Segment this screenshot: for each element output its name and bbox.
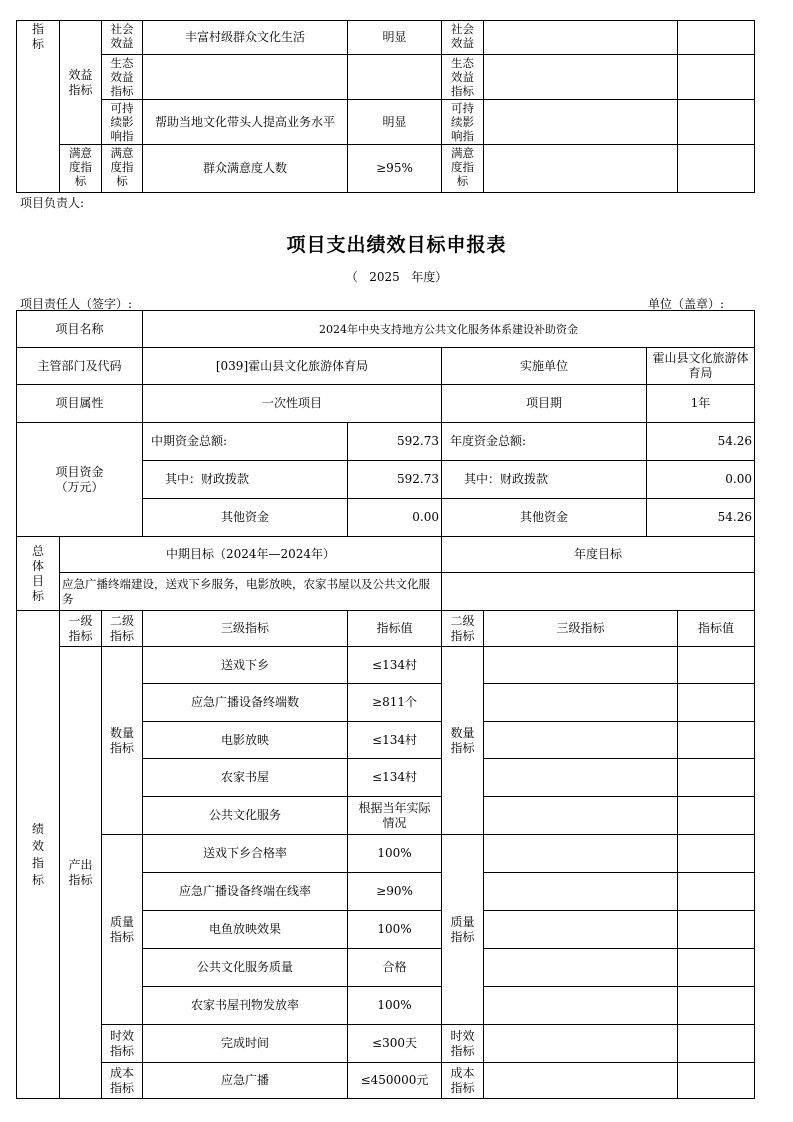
first-level-header: 一级 指标 bbox=[60, 611, 102, 647]
quality-indicator-label-right: 质量 指标 bbox=[442, 835, 484, 1025]
indicator-value-right bbox=[678, 1025, 755, 1063]
mid-term-other-value: 0.00 bbox=[348, 499, 442, 537]
indicator-value-right bbox=[678, 1063, 755, 1099]
project-owner-line: 项目负责人: bbox=[20, 196, 85, 210]
third-level-indicator-right bbox=[484, 100, 678, 145]
third-level-indicator-right bbox=[484, 145, 678, 193]
indicator-value: 100% bbox=[348, 987, 442, 1025]
indicator-value: 100% bbox=[348, 835, 442, 873]
cost-indicator-label-right: 成本 指标 bbox=[442, 1063, 484, 1099]
indicator-value: ≤134村 bbox=[348, 759, 442, 797]
indicator-value: ≤134村 bbox=[348, 647, 442, 684]
annual-goal-header: 年度目标 bbox=[442, 537, 755, 573]
project-period-label: 项目期 bbox=[442, 385, 647, 423]
second-level-header-right: 二级 指标 bbox=[442, 611, 484, 647]
third-level-indicator-right bbox=[484, 647, 678, 684]
quantity-indicator-label-right: 数量 指标 bbox=[442, 647, 484, 835]
indicator-value: 明显 bbox=[348, 100, 442, 145]
indicator-value-right bbox=[678, 21, 755, 55]
mid-term-other-label: 其他资金 bbox=[143, 499, 348, 537]
second-level-header: 二级 指标 bbox=[102, 611, 143, 647]
third-level-indicator-right bbox=[484, 759, 678, 797]
indicator-value: 合格 bbox=[348, 949, 442, 987]
third-level-indicator-right bbox=[484, 797, 678, 835]
department-value: [039]霍山县文化旅游体育局 bbox=[143, 348, 442, 385]
indicator-value-right bbox=[678, 987, 755, 1025]
third-level-indicator-right bbox=[484, 1063, 678, 1099]
indicator-value-right bbox=[678, 647, 755, 684]
second-level-indicator: 满意 度指 标 bbox=[102, 145, 143, 193]
second-level-indicator-right: 生态 效益 指标 bbox=[442, 55, 484, 100]
department-label: 主管部门及代码 bbox=[17, 348, 143, 385]
third-level-indicator-right bbox=[484, 1025, 678, 1063]
third-level-indicator: 送戏下乡 bbox=[143, 647, 348, 684]
third-level-indicator-right bbox=[484, 684, 678, 722]
third-level-indicator-right bbox=[484, 873, 678, 911]
output-indicator-label: 产出 指标 bbox=[60, 647, 102, 1099]
satisfaction-indicator-label: 满意 度指 标 bbox=[60, 145, 102, 193]
indicator-value-header: 指标值 bbox=[348, 611, 442, 647]
third-level-indicator: 应急广播 bbox=[143, 1063, 348, 1099]
project-name-label: 项目名称 bbox=[17, 311, 143, 348]
mid-term-fiscal-value: 592.73 bbox=[348, 461, 442, 499]
second-level-indicator-right: 社会 效益 bbox=[442, 21, 484, 55]
indicator-value: ≤450000元 bbox=[348, 1063, 442, 1099]
indicator-value-right bbox=[678, 949, 755, 987]
second-level-indicator: 生态 效益 指标 bbox=[102, 55, 143, 100]
mid-term-total-label: 中期资金总额: bbox=[143, 423, 348, 461]
third-level-indicator-right bbox=[484, 722, 678, 759]
annual-fiscal-value: 0.00 bbox=[647, 461, 755, 499]
mid-term-total-value: 592.73 bbox=[348, 423, 442, 461]
implementing-unit-value: 霍山县文化旅游体 育局 bbox=[647, 348, 755, 385]
project-period-value: 1年 bbox=[647, 385, 755, 423]
unit-seal-label: 单位（盖章）: bbox=[648, 297, 725, 311]
third-level-indicator-right bbox=[484, 949, 678, 987]
third-level-indicator: 帮助当地文化带头人提高业务水平 bbox=[143, 100, 348, 145]
third-level-indicator: 公共文化服务质量 bbox=[143, 949, 348, 987]
indicator-value: ≥95% bbox=[348, 145, 442, 193]
indicator-value-right bbox=[678, 55, 755, 100]
annual-fiscal-label: 其中：财政拨款 bbox=[442, 461, 647, 499]
third-level-indicator: 完成时间 bbox=[143, 1025, 348, 1063]
quality-indicator-label: 质量 指标 bbox=[102, 835, 143, 1025]
indicator-value-right bbox=[678, 722, 755, 759]
third-level-indicator: 农家书屋 bbox=[143, 759, 348, 797]
performance-indicator-table bbox=[16, 536, 755, 1099]
indicator-value bbox=[348, 55, 442, 100]
indicator-value-right bbox=[678, 873, 755, 911]
second-level-indicator: 社会 效益 bbox=[102, 21, 143, 55]
top-continuation-table bbox=[16, 20, 755, 193]
form-title: 项目支出绩效目标申报表 bbox=[286, 234, 507, 256]
indicator-value: 根据当年实际 情况 bbox=[348, 797, 442, 835]
indicator-value-right bbox=[678, 911, 755, 949]
third-level-indicator bbox=[143, 55, 348, 100]
third-level-indicator-right bbox=[484, 55, 678, 100]
third-level-indicator: 应急广播设备终端在线率 bbox=[143, 873, 348, 911]
third-level-indicator: 电鱼放映效果 bbox=[143, 911, 348, 949]
timeliness-indicator-label-right: 时效 指标 bbox=[442, 1025, 484, 1063]
indicator-value-right bbox=[678, 835, 755, 873]
project-name-value: 2024年中央支持地方公共文化服务体系建设补助资金 bbox=[143, 311, 755, 348]
indicator-value-right bbox=[678, 797, 755, 835]
indicator-value: ≤300天 bbox=[348, 1025, 442, 1063]
annual-goal-text bbox=[442, 573, 755, 611]
third-level-indicator: 送戏下乡合格率 bbox=[143, 835, 348, 873]
mid-term-fiscal-label: 其中：财政拨款 bbox=[143, 461, 348, 499]
form-year: （ 2025 年度） bbox=[345, 270, 448, 284]
indicator-value: ≥90% bbox=[348, 873, 442, 911]
indicator-value-header-right: 指标值 bbox=[678, 611, 755, 647]
performance-indicator-label: 绩 效 指 标 bbox=[17, 611, 60, 1099]
project-attribute-label: 项目属性 bbox=[17, 385, 143, 423]
indicator-value: ≤134村 bbox=[348, 722, 442, 759]
cost-indicator-label: 成本 指标 bbox=[102, 1063, 143, 1099]
second-level-indicator-right: 可持 续影 响指 bbox=[442, 100, 484, 145]
indicator-value-right bbox=[678, 759, 755, 797]
third-level-indicator-right bbox=[484, 987, 678, 1025]
project-fund-label: 项目资金 （万元） bbox=[17, 423, 143, 537]
third-level-header-right: 三级指标 bbox=[484, 611, 678, 647]
quantity-indicator-label: 数量 指标 bbox=[102, 647, 143, 835]
indicator-value: ≥811个 bbox=[348, 684, 442, 722]
third-level-indicator-right bbox=[484, 911, 678, 949]
first-level-indicator-fragment: 指 标 bbox=[17, 21, 60, 193]
indicator-value-right bbox=[678, 684, 755, 722]
overall-goal-label: 总 体 目 标 bbox=[17, 537, 60, 611]
implementing-unit-label: 实施单位 bbox=[442, 348, 647, 385]
third-level-indicator: 应急广播设备终端数 bbox=[143, 684, 348, 722]
indicator-value: 明显 bbox=[348, 21, 442, 55]
project-attribute-value: 一次性项目 bbox=[143, 385, 442, 423]
benefit-indicator-label: 效益 指标 bbox=[60, 21, 102, 145]
project-info-table bbox=[16, 310, 755, 537]
third-level-indicator-right bbox=[484, 835, 678, 873]
annual-total-value: 54.26 bbox=[647, 423, 755, 461]
indicator-value: 100% bbox=[348, 911, 442, 949]
third-level-indicator: 群众满意度人数 bbox=[143, 145, 348, 193]
third-level-indicator: 电影放映 bbox=[143, 722, 348, 759]
third-level-indicator: 农家书屋刊物发放率 bbox=[143, 987, 348, 1025]
annual-total-label: 年度资金总额: bbox=[442, 423, 647, 461]
third-level-header: 三级指标 bbox=[143, 611, 348, 647]
mid-term-goal-header: 中期目标（2024年—2024年） bbox=[60, 537, 442, 573]
timeliness-indicator-label: 时效 指标 bbox=[102, 1025, 143, 1063]
responsible-signature-label: 项目责任人（签字）: bbox=[20, 297, 133, 311]
annual-other-value: 54.26 bbox=[647, 499, 755, 537]
third-level-indicator: 公共文化服务 bbox=[143, 797, 348, 835]
mid-term-goal-text: 应急广播终端建设，送戏下乡服务，电影放映，农家书屋以及公共文化服务 bbox=[60, 573, 442, 611]
second-level-indicator-right: 满意 度指 标 bbox=[442, 145, 484, 193]
annual-other-label: 其他资金 bbox=[442, 499, 647, 537]
third-level-indicator: 丰富村级群众文化生活 bbox=[143, 21, 348, 55]
second-level-indicator: 可持 续影 响指 bbox=[102, 100, 143, 145]
indicator-value-right bbox=[678, 145, 755, 193]
indicator-value-right bbox=[678, 100, 755, 145]
third-level-indicator-right bbox=[484, 21, 678, 55]
